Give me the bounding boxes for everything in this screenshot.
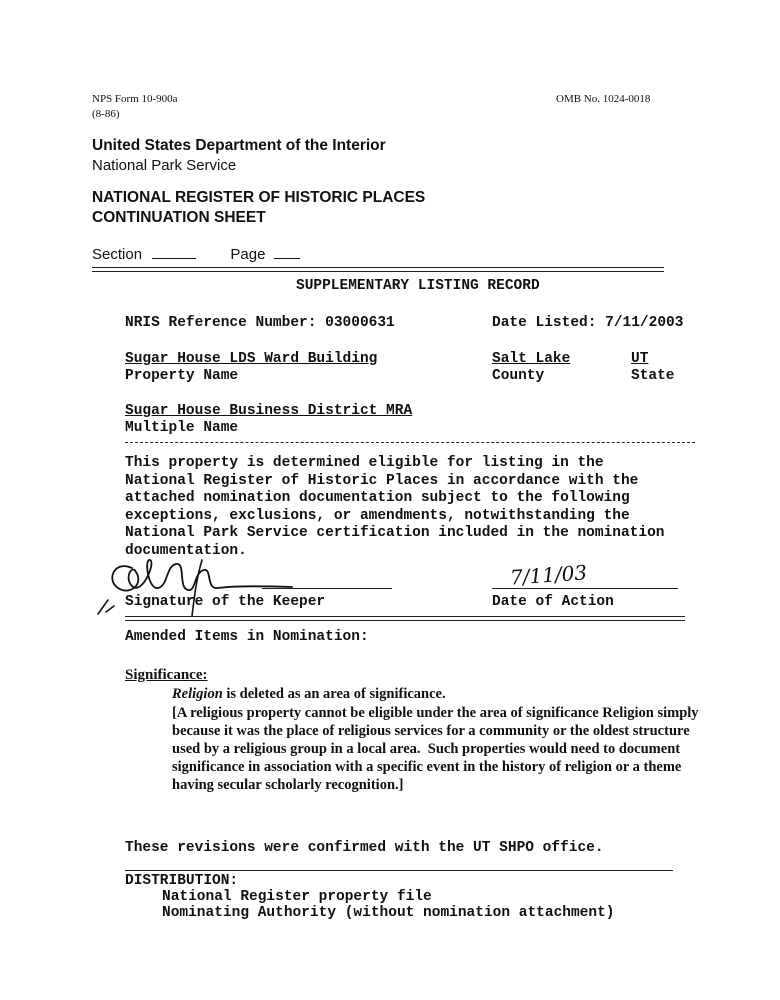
handwritten-date: 7/11/03 bbox=[509, 560, 588, 590]
date-listed bbox=[492, 315, 683, 331]
multiple-name-label: Multiple Name bbox=[125, 420, 239, 436]
form-number: NPS Form 10-900a bbox=[92, 93, 178, 105]
section-label: Section bbox=[92, 246, 143, 263]
date-of-action-label: Date of Action bbox=[492, 594, 614, 610]
date-listed-label: Date Listed: bbox=[492, 315, 597, 331]
state-value: UT bbox=[631, 351, 649, 367]
nris-reference bbox=[125, 315, 395, 331]
nris-value: 03000631 bbox=[325, 315, 395, 331]
signature-divider bbox=[125, 616, 685, 621]
service-name: National Park Service bbox=[92, 157, 237, 174]
significance-area: Religion bbox=[172, 686, 223, 702]
footer-divider bbox=[125, 870, 673, 871]
page-blank bbox=[274, 244, 300, 259]
amended-items-label: Amended Items in Nomination: bbox=[125, 629, 369, 645]
property-name: Sugar House LDS Ward Building bbox=[125, 351, 378, 367]
page-label: Page bbox=[230, 246, 266, 263]
header-divider bbox=[92, 267, 664, 272]
county-value: Salt Lake bbox=[492, 351, 571, 367]
state-label: State bbox=[631, 368, 675, 384]
omb-number: OMB No. 1024-0018 bbox=[556, 93, 651, 105]
confirmation-note: These revisions were confirmed with the UT SHPO office. bbox=[125, 840, 604, 856]
date-listed-value: 7/11/2003 bbox=[605, 315, 684, 331]
document-subtitle: CONTINUATION SHEET bbox=[92, 209, 266, 226]
document-title: NATIONAL REGISTER OF HISTORIC PLACES bbox=[92, 189, 426, 206]
significance-explanation: [A religious property cannot be eligible under the area of significance Religion simply because it was the place of religious services for a community or the oldest structure used by a religious group in a local area. Such properties would need to document significance in association with a specific event in the history of religion or a theme having secular scholarly recognition.] bbox=[172, 705, 699, 793]
county-label: County bbox=[492, 368, 545, 384]
property-name-label: Property Name bbox=[125, 368, 239, 384]
section-blank bbox=[152, 244, 196, 259]
department-name: United States Department of the Interior bbox=[92, 137, 386, 154]
section-field bbox=[92, 244, 300, 263]
record-heading: SUPPLEMENTARY LISTING RECORD bbox=[296, 278, 540, 294]
dashed-divider bbox=[125, 442, 695, 443]
distribution-label: DISTRIBUTION: bbox=[125, 873, 239, 889]
eligibility-statement: This property is determined eligible for listing in the National Register of Historic Places in accordance with the attached nomination documentation subject to the following exceptions, exclusions, or amendments, notwithstanding the National Park Service certification included in the nomination documentation. bbox=[125, 455, 665, 559]
form-date: (8-86) bbox=[92, 108, 120, 120]
distribution-item: National Register property file bbox=[162, 889, 432, 905]
significance-heading: Significance: bbox=[125, 667, 208, 683]
multiple-name: Sugar House Business District MRA bbox=[125, 403, 413, 419]
distribution-item: Nominating Authority (without nomination attachment) bbox=[162, 905, 615, 921]
significance-amendment bbox=[172, 686, 446, 703]
signature-label: Signature of the Keeper bbox=[125, 594, 326, 610]
significance-amendment-text: is deleted as an area of significance. bbox=[222, 686, 446, 702]
nris-label: NRIS Reference Number: bbox=[125, 315, 317, 331]
